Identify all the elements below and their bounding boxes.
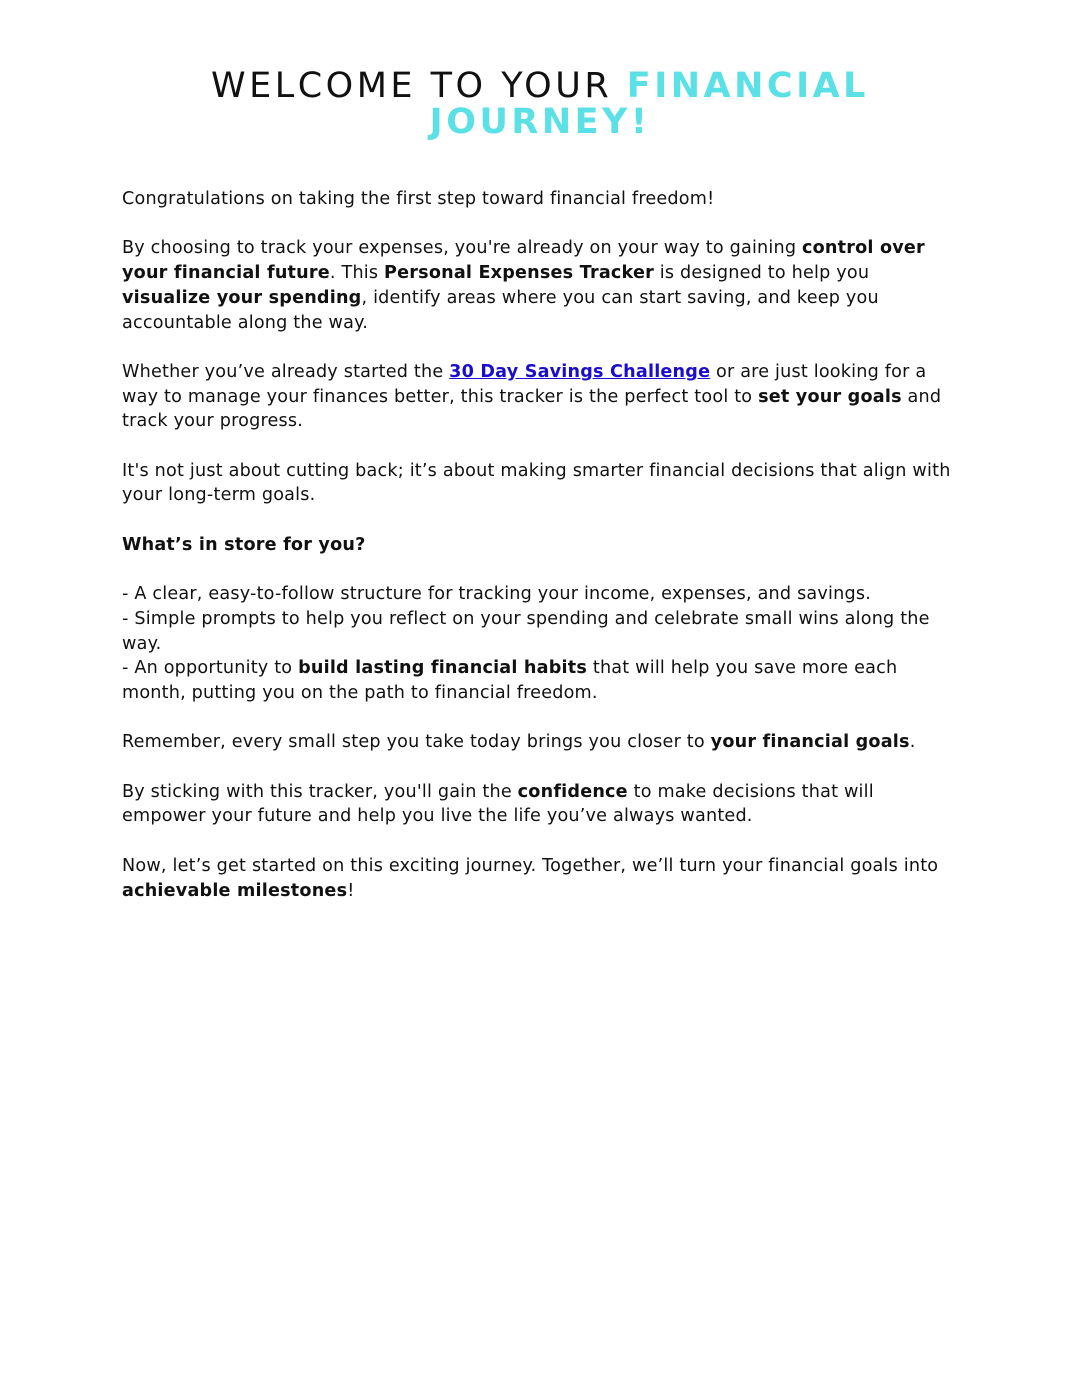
- start-bold-milestones: achievable milestones: [122, 880, 348, 901]
- savings-challenge-link[interactable]: 30 Day Savings Challenge: [449, 361, 711, 382]
- tracking-text-2: . This: [329, 263, 385, 284]
- tracking-paragraph: [122, 236, 958, 335]
- title-plain: WELCOME TO YOUR: [211, 66, 627, 106]
- title-accent-journey: JOURNEY!: [429, 102, 651, 142]
- store-heading: [122, 533, 958, 558]
- remember-text-2: .: [909, 732, 916, 753]
- title-accent-financial: FINANCIAL: [626, 66, 869, 106]
- start-text-2: !: [347, 880, 355, 901]
- start-text-1: Now, let’s get started on this exciting journey. Together, we’ll turn your financial goals into: [122, 855, 939, 876]
- challenge-text-3: and track your progress.: [122, 386, 942, 432]
- tracking-text-3: is designed to help you: [653, 263, 870, 284]
- list-item: - A clear, easy-to-follow structure for tracking your income, expenses, and savings.: [122, 584, 871, 605]
- confidence-text-1: By sticking with this tracker, you'll gain the: [122, 781, 518, 802]
- congrats-paragraph: Congratulations on taking the first step toward financial freedom!: [122, 189, 715, 209]
- challenge-paragraph: [122, 360, 958, 434]
- confidence-bold: confidence: [517, 781, 628, 802]
- list-item-3-text-2: that will help you save more each month, putting you on the path to financial freedom.: [122, 658, 898, 703]
- challenge-text-2: or are just looking for a way to manage your finances better, this tracker is the perfect tool to: [122, 361, 927, 407]
- document-body: [122, 187, 958, 928]
- list-item: [122, 656, 958, 705]
- store-heading-text: What’s in store for you?: [122, 534, 366, 555]
- tracking-text-4: , identify areas where you can start saving, and keep you accountable along the way.: [122, 287, 879, 333]
- start-paragraph: [122, 854, 958, 903]
- tracking-bold-control: control over your financial future: [122, 238, 925, 284]
- tracking-text-1: By choosing to track your expenses, you're already on your way to gaining: [122, 238, 802, 259]
- tracking-bold-tracker: Personal Expenses Tracker: [384, 263, 654, 284]
- tracking-bold-visualize: visualize your spending: [122, 287, 362, 308]
- remember-text-1: Remember, every small step you take today brings you closer to: [122, 732, 711, 753]
- challenge-text-1: Whether you’ve already started the: [122, 361, 450, 382]
- benefits-list: [122, 582, 958, 706]
- list-item-3-bold: build lasting financial habits: [298, 658, 588, 679]
- smarter-paragraph: It's not just about cutting back; it’s about making smarter financial decisions that align with your long-term goals.: [122, 460, 951, 506]
- remember-bold-goals: your financial goals: [710, 732, 910, 753]
- remember-paragraph: [122, 730, 958, 755]
- list-item-3-text-1: - An opportunity to: [122, 658, 299, 679]
- challenge-bold-goals: set your goals: [758, 386, 902, 407]
- confidence-text-2: to make decisions that will empower your future and help you live the life you’ve always wanted.: [122, 781, 874, 827]
- page-title: [122, 68, 958, 140]
- confidence-paragraph: [122, 780, 958, 829]
- list-item: - Simple prompts to help you reflect on your spending and celebrate small wins along the way.: [122, 608, 930, 654]
